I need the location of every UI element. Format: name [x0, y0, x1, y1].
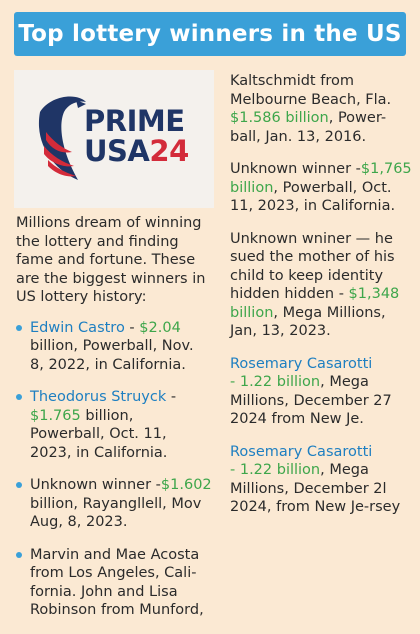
winner-lead: Unknown winner - [30, 477, 161, 493]
list-item [16, 546, 212, 620]
winner-lead: Kaltschmidt from Melbourne Beach, Fla. [230, 73, 392, 108]
bullet-icon [16, 394, 22, 400]
logo-usa: USA [84, 134, 150, 168]
list-item [16, 476, 212, 532]
logo-number: 24 [149, 134, 189, 168]
list-item [16, 388, 212, 462]
prize-amount: - 1.22 billion [230, 374, 321, 390]
winner-name: Rosemary Casarotti [230, 355, 373, 372]
prize-details: , Mega Millions, December 2l 2024, from New Je-rsey [230, 462, 401, 515]
logo-line-2 [84, 136, 189, 166]
prize-amount: $1,765 billion [230, 161, 412, 196]
prize-details: billion, Powerball, Nov. 8, 2022, in California. [30, 338, 194, 373]
winner-name: Edwin Castro [30, 319, 125, 336]
prize-amount: $1.586 billion [230, 110, 329, 126]
winner-name: Rosemary Casarotti [230, 443, 373, 460]
prize-details: , Mega Millions, December 27 2024 from New Je. [230, 374, 392, 427]
winner-lead: Marvin and Mae Acosta from Los Angeles, Cali-fornia. John and Lisa Robinson from Munford, [30, 546, 204, 618]
prize-amount: - 1.22 billion [230, 462, 321, 478]
separator: - [124, 319, 140, 336]
winner-lead: Unknown wniner — he sued the mother of his child to keep identity hidden hidden - [230, 230, 395, 302]
logo [14, 70, 214, 208]
eagle-icon [32, 92, 88, 188]
prize-amount: $1.602 [160, 477, 212, 493]
prize-amount: $1,348 billion [230, 286, 400, 321]
list-item [230, 72, 416, 146]
right-column [230, 72, 416, 531]
winner-name: Theodorus Struyck [30, 389, 167, 405]
list-item [230, 355, 416, 429]
logo-line-1: PRIME [84, 104, 185, 138]
bullet-icon [16, 552, 22, 558]
list-item [16, 319, 212, 375]
list-item [230, 230, 416, 341]
prize-amount: $1.765 [30, 407, 81, 424]
prize-amount: $2.04 [139, 319, 181, 336]
logo-wordmark [84, 106, 189, 166]
prize-details: , Powerball, Oct. 11, 2023, in California. [230, 179, 396, 214]
prize-details: , Power-ball, Jan. 13, 2016. [230, 110, 387, 145]
prize-details: , Mega Millions, Jan, 13, 2023. [230, 304, 386, 339]
bullet-icon [16, 325, 22, 331]
page-title: Top lottery winners in the US [14, 12, 406, 56]
list-item [230, 160, 416, 216]
winner-lead: Unknown winner - [230, 161, 361, 177]
left-column [16, 214, 212, 634]
separator: - [166, 389, 177, 405]
prize-details: billion, Rayangllell, Mov Aug, 8, 2023. [30, 495, 202, 530]
bullet-icon [16, 482, 22, 488]
list-item [230, 443, 416, 517]
intro-text: Millions dream of winning the lottery and finding fame and fortune. These are the biggest winners in US lottery history: [16, 215, 206, 305]
prize-details: billion, Powerball, Oct. 11, 2023, in California. [30, 407, 168, 461]
